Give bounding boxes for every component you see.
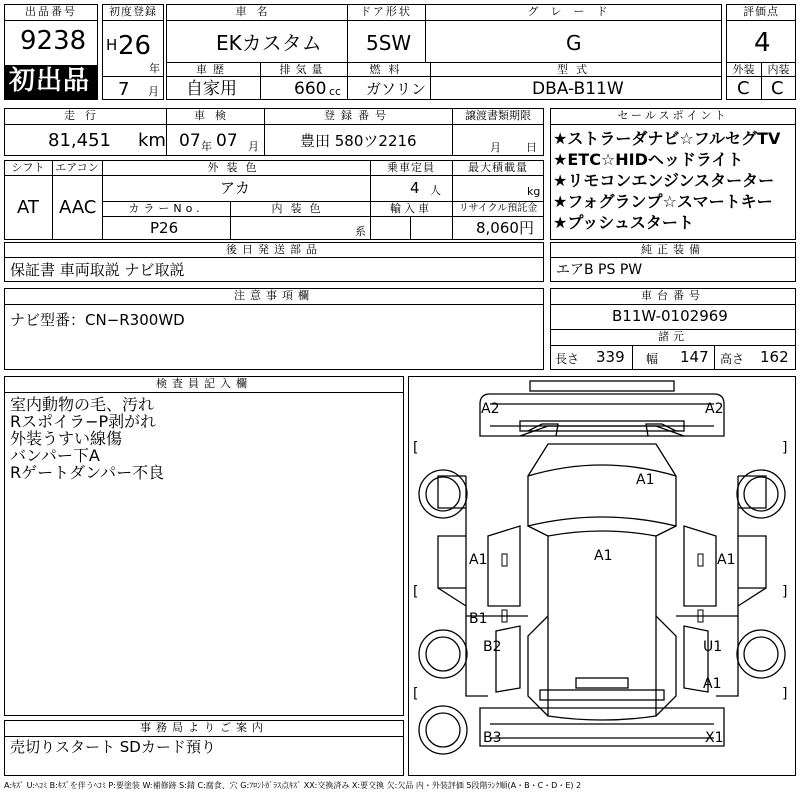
damage-rear-right: X1 (705, 730, 724, 746)
inspection-month-unit: 月 (248, 140, 259, 153)
registration-year: 26 (118, 31, 152, 61)
color-no: P26 (150, 219, 179, 237)
damage-front-left: A2 (481, 401, 500, 417)
int-color-unit: 系 (355, 225, 366, 238)
transfer-day: 日 (526, 141, 537, 154)
grade: G (566, 31, 582, 55)
mileage-unit: km (138, 130, 166, 151)
ext-color: アカ (220, 179, 250, 197)
later-parts-label: 後日発送部品 (226, 243, 322, 256)
mileage: 81,451 (48, 130, 111, 151)
lot-number-label: 出品番号 (25, 5, 77, 18)
legend: A:ｷｽﾞ U:ﾍｺﾐ B:ｷｽﾞを伴うﾍｺﾐ P:要塗装 W:補修跡 S:錆 C:腐食、穴 G:ﾌﾛﾝﾄｶﾞﾗｽ点ｷｽﾞ XX:交換済み X:要交換 欠:欠品 内・外装評価 5段階ﾗﾝｸ順(A・B・C・D・E) 2 (4, 781, 582, 790)
fuel: ガソリン (366, 80, 427, 98)
displacement: 660 (294, 79, 327, 99)
first-registration-label: 初度登録 (109, 5, 157, 18)
chassis-number: B11W-0102969 (612, 307, 728, 325)
inspection-year-unit: 年 (201, 140, 212, 153)
dims-label: 諸元 (658, 330, 688, 343)
bracket-right-mid: ] (782, 584, 788, 600)
door-label: ドア形状 (360, 5, 412, 18)
later-parts: 保証書 車両取説 ナビ取説 (10, 261, 185, 279)
capacity-unit: 人 (430, 184, 441, 197)
model-label: 型式 (557, 63, 595, 76)
sales-point-item: ★プッシュスタート (553, 213, 694, 232)
mileage-label: 走行 (64, 109, 106, 122)
history: 自家用 (186, 79, 237, 99)
int-color-label: 内装色 (271, 202, 329, 215)
grade-label: グレード (527, 5, 620, 18)
ext-color-label: 外装色 (207, 161, 265, 174)
shift: AT (17, 197, 39, 218)
notes-label: 注意事項欄 (234, 289, 314, 302)
genuine-equip: エアB PS PW (556, 262, 643, 278)
length-label: 長さ (555, 352, 580, 366)
score-label: 評価点 (743, 5, 779, 18)
capacity: 4 (410, 179, 420, 197)
inspector-line: 外装うすい線傷 (10, 429, 123, 448)
damage-left-front-door: A1 (469, 552, 488, 568)
genuine-equip-label: 純正装備 (641, 243, 705, 256)
inspection-month: 07 (216, 131, 238, 151)
width-label: 幅 (646, 352, 659, 366)
ext-label: 外装 (732, 63, 755, 76)
recycle-fee: 8,060円 (476, 219, 534, 237)
damage-right-rear-lower: A1 (703, 676, 722, 692)
sales-points-label: セールスポイント (617, 109, 729, 122)
ext-score: C (737, 78, 750, 99)
displacement-label: 排気量 (279, 63, 328, 76)
transfer-deadline-label: 譲渡書類期限 (465, 109, 531, 122)
damage-right-front-door: A1 (717, 552, 736, 568)
int-score: C (771, 78, 784, 99)
year-unit: 年 (149, 62, 160, 75)
damage-right-rear-fender: U1 (703, 639, 723, 655)
inspector-line: Rスポイラ−P剥がれ (10, 412, 157, 431)
door-type: 5SW (366, 31, 412, 55)
score: 4 (754, 28, 771, 58)
bracket-left-low: [ (413, 686, 419, 702)
color-no-label: カラーNo. (128, 202, 204, 215)
damage-rear-left: B3 (483, 730, 502, 746)
bracket-right-top: ] (782, 440, 788, 456)
month-unit: 月 (148, 85, 159, 98)
bracket-left-mid: [ (413, 584, 419, 600)
inspection-year: 07 (179, 131, 201, 151)
bracket-right-low: ] (782, 686, 788, 702)
registration-month: 7 (118, 79, 130, 100)
damage-front-right: A2 (705, 401, 724, 417)
int-label: 内装 (767, 63, 790, 76)
bracket-left-top: [ (413, 440, 419, 456)
model: DBA-B11W (532, 79, 624, 99)
inspection-label: 車検 (194, 109, 236, 122)
damage-left-rear-door: B1 (469, 611, 488, 627)
displacement-unit: cc (329, 85, 342, 98)
first-listing-text: 初出品 (9, 66, 91, 96)
chassis-label: 車台番号 (641, 289, 705, 302)
office-label: 事務局よりご案内 (140, 721, 268, 734)
sales-point-item: ★ETC☆HIDヘッドライト (553, 150, 744, 169)
car-diagram (408, 376, 796, 776)
capacity-label: 乗車定員 (387, 161, 435, 174)
import-label: 輸入車 (390, 202, 432, 215)
era: H (106, 36, 118, 54)
sales-point-item: ★フォグランプ☆スマートキー (553, 192, 773, 211)
sales-point-item: ★ストラーダナビ☆フルセグTV (553, 129, 781, 148)
height-label: 高さ (720, 352, 745, 366)
inspector-line: 室内動物の毛、汚れ (10, 395, 155, 414)
lot-number: 9238 (20, 26, 87, 56)
car-name: EKカスタム (216, 31, 322, 55)
car-name-label: 車名 (235, 5, 278, 18)
recycle-label: リサイクル預託金 (458, 203, 538, 214)
transfer-month: 月 (490, 141, 501, 154)
damage-hood: A1 (636, 472, 655, 488)
length: 339 (596, 348, 625, 366)
max-load-label: 最大積載量 (468, 161, 528, 174)
fuel-label: 燃料 (369, 63, 408, 76)
shift-label: シフト (11, 161, 45, 174)
notes: ナビ型番：CN−R300WD (10, 311, 185, 329)
damage-roof: A1 (594, 548, 613, 564)
plate-number: 豊田 580ツ2216 (300, 132, 417, 150)
width: 147 (680, 348, 709, 366)
sales-point-item: ★リモコンエンジンスターター (553, 171, 775, 190)
inspector-label: 検査員記入欄 (156, 377, 252, 390)
plate-label: 登録番号 (324, 109, 392, 122)
history-label: 車歴 (196, 63, 230, 76)
inspector-lines (10, 396, 400, 481)
ac-label: エアコン (55, 161, 99, 174)
office-notice: 売切りスタート SDカード預り (10, 738, 216, 756)
max-load-unit: kg (527, 185, 541, 198)
ac: AAC (59, 197, 97, 218)
inspector-line: バンパー下A (10, 446, 100, 465)
sales-points-list (553, 128, 795, 233)
height: 162 (760, 348, 789, 366)
damage-left-rear-fender: B2 (483, 639, 502, 655)
inspector-line: Rゲートダンパー不良 (10, 463, 165, 482)
